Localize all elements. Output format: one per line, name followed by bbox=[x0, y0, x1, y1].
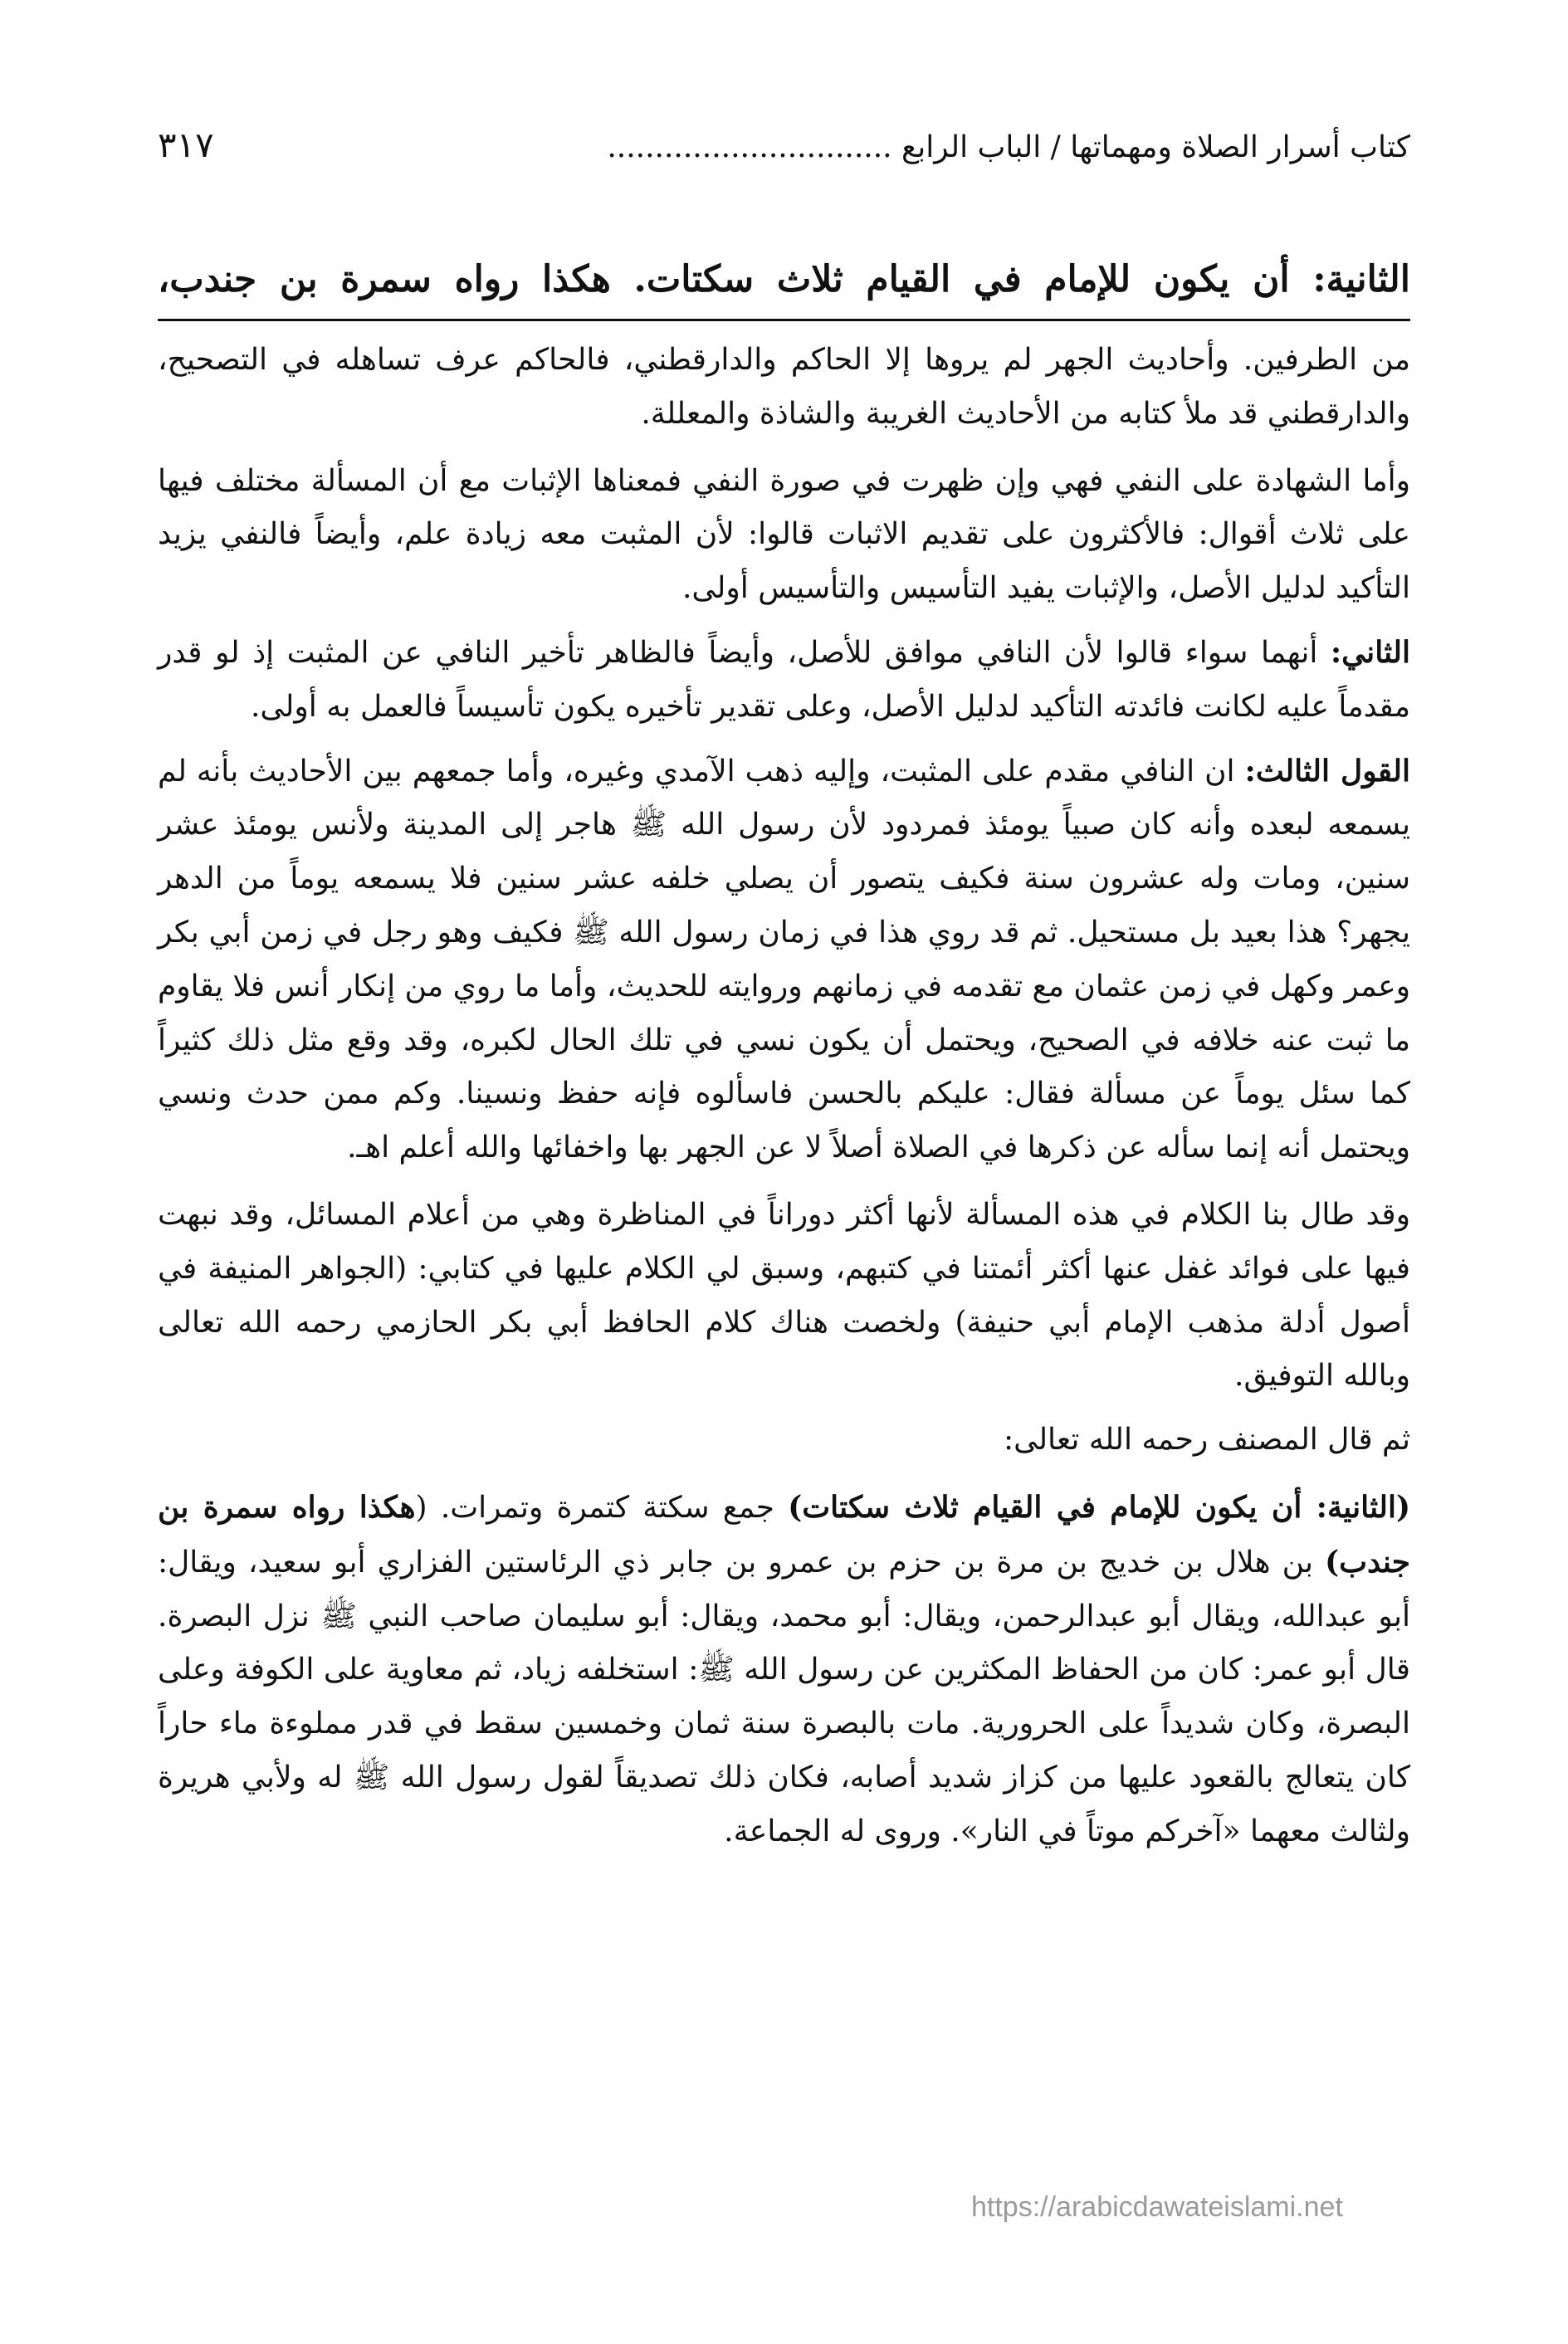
page-number: ٣١٧ bbox=[158, 125, 214, 165]
commentary-body bbox=[158, 334, 1410, 1859]
quoted-text: هكذا رواه سمرة بن جندب) bbox=[158, 1489, 1410, 1580]
separator-rule bbox=[158, 319, 1410, 321]
paragraph bbox=[158, 455, 1410, 616]
watermark-link[interactable]: https://arabicdawateislami.net bbox=[971, 2191, 1343, 2223]
main-text-line: الثانية: أن يكون للإمام في القيام ثلاث سكتات. هكذا رواه سمرة بن جندب، bbox=[158, 258, 1410, 300]
paragraph-text: وقد طال بنا الكلام في هذه المسألة لأنها أكثر دوراناً في المناظرة وهي من أعلام المسائل، وقد نبهت فيها على فوائد غفل عنها أكثر أئمتنا في كتبهم، وسبق لي الكلام عليها في كتابي: (الجواهر المنيفة في أصول أدلة مذهب الإمام أبي حنيفة) ولخصت هناك كلام الحافظ أبي بكر الحازمي رحمه الله تعالى وبالله التوفيق. bbox=[158, 1197, 1410, 1394]
paragraph bbox=[158, 1189, 1410, 1404]
quoted-text: (الثانية: أن يكون للإمام في القيام ثلاث سكتات) bbox=[788, 1489, 1410, 1525]
paragraph bbox=[158, 334, 1410, 442]
paragraph-text: ان النافي مقدم على المثبت، وإليه ذهب الآمدي وغيره، وأما جمعهم بين الأحاديث بأنه لم يسمعه لبعده وأنه كان صبياً يومئذ فمردود لأن رسول الله ﷺ هاجر إلى المدينة ولأنس يومئذ عشر سنين، ومات وله عشرون سنة فكيف يتصور أن يصلي خلفه عشر سنين فلا يسمعه يوماً من الدهر يجهر؟ هذا بعيد بل مستحيل. ثم قد روي هذا في زمان رسول الله ﷺ فكيف وهو رجل في زمن أبي بكر وعمر وكهل في زمن عثمان مع تقدمه في زمانهم وروايته للحديث، وأما ما روي من إنكار أنس فلا يقاوم ما ثبت عنه خلافه في الصحيح، ويحتمل أن يكون نسي في تلك الحال لكبره، وقد وقع مثل ذلك كثيراً كما سئل يوماً عن مسألة فقال: عليكم بالحسن فاسألوه فإنه حفظ ونسينا. وكم ممن حدث ونسي ويحتمل أنه إنما سأله عن ذكرها في الصلاة أصلاً لا عن الجهر بها واخفائها والله أعلم اهـ. bbox=[158, 754, 1411, 1165]
running-header bbox=[158, 125, 1410, 168]
paragraph bbox=[158, 1414, 1410, 1467]
paragraph-text: من الطرفين. وأحاديث الجهر لم يروها إلا الحاكم والدارقطني، فالحاكم عرف تساهله في التصحيح، والدارقطني قد ملأ كتابه من الأحاديث الغريبة والشاذة والمعللة. bbox=[158, 343, 1410, 431]
paragraph-heading: القول الثالث: bbox=[1244, 753, 1410, 789]
running-title: كتاب أسرار الصلاة ومهماتها / الباب الرابع .............................. bbox=[607, 130, 1410, 164]
paragraph-text: بن هلال بن خديج بن مرة بن حزم بن عمرو بن جابر ذي الرئاستين الفزاري أبو سعيد، ويقال: أبو عبدالله، ويقال أبو عبدالرحمن، ويقال: أبو محمد، ويقال: أبو سليمان صاحب النبي ﷺ نزل البصرة. قال أبو عمر: كان من الحفاظ المكثرين عن رسول الله ﷺ: استخلفه زياد، ثم معاوية على الكوفة وعلى البصرة، وكان شديداً على الحرورية. مات بالبصرة سنة ثمان وخمسين سقط في قدر مملوءة ماء حاراً كان يتعالج بالقعود عليها من كزاز شديد أصابه، فكان ذلك تصديقاً لقول رسول الله ﷺ له ولأبي هريرة ولثالث معهما «آخركم موتاً في النار». وروى له الجماعة. bbox=[158, 1545, 1410, 1848]
paragraph bbox=[158, 1481, 1410, 1859]
paragraph-text: جمع سكتة كتمرة وتمرات. ( bbox=[415, 1490, 789, 1525]
paragraph-text: أنهما سواء قالوا لأن النافي موافق للأصل، وأيضاً فالظاهر تأخير النافي عن المثبت إذ لو قدر مقدماً عليه لكانت فائدته التأكيد لدليل الأصل، وعلى تقدير تأخيره يكون تأسيساً فالعمل به أولى. bbox=[158, 635, 1410, 724]
paragraph bbox=[158, 745, 1410, 1175]
paragraph-heading: الثاني: bbox=[1330, 634, 1410, 670]
paragraph-text: وأما الشهادة على النفي فهي وإن ظهرت في صورة النفي فمعناها الإثبات مع أن المسألة مختلف فيها على ثلاث أقوال: فالأكثرون على تقديم الاثبات قالوا: لأن المثبت معه زيادة علم، وأيضاً فالنفي يزيد التأكيد لدليل الأصل، والإثبات يفيد التأسيس والتأسيس أولى. bbox=[158, 463, 1410, 606]
paragraph-text: ثم قال المصنف رحمه الله تعالى: bbox=[1003, 1423, 1410, 1458]
paragraph bbox=[158, 626, 1410, 735]
